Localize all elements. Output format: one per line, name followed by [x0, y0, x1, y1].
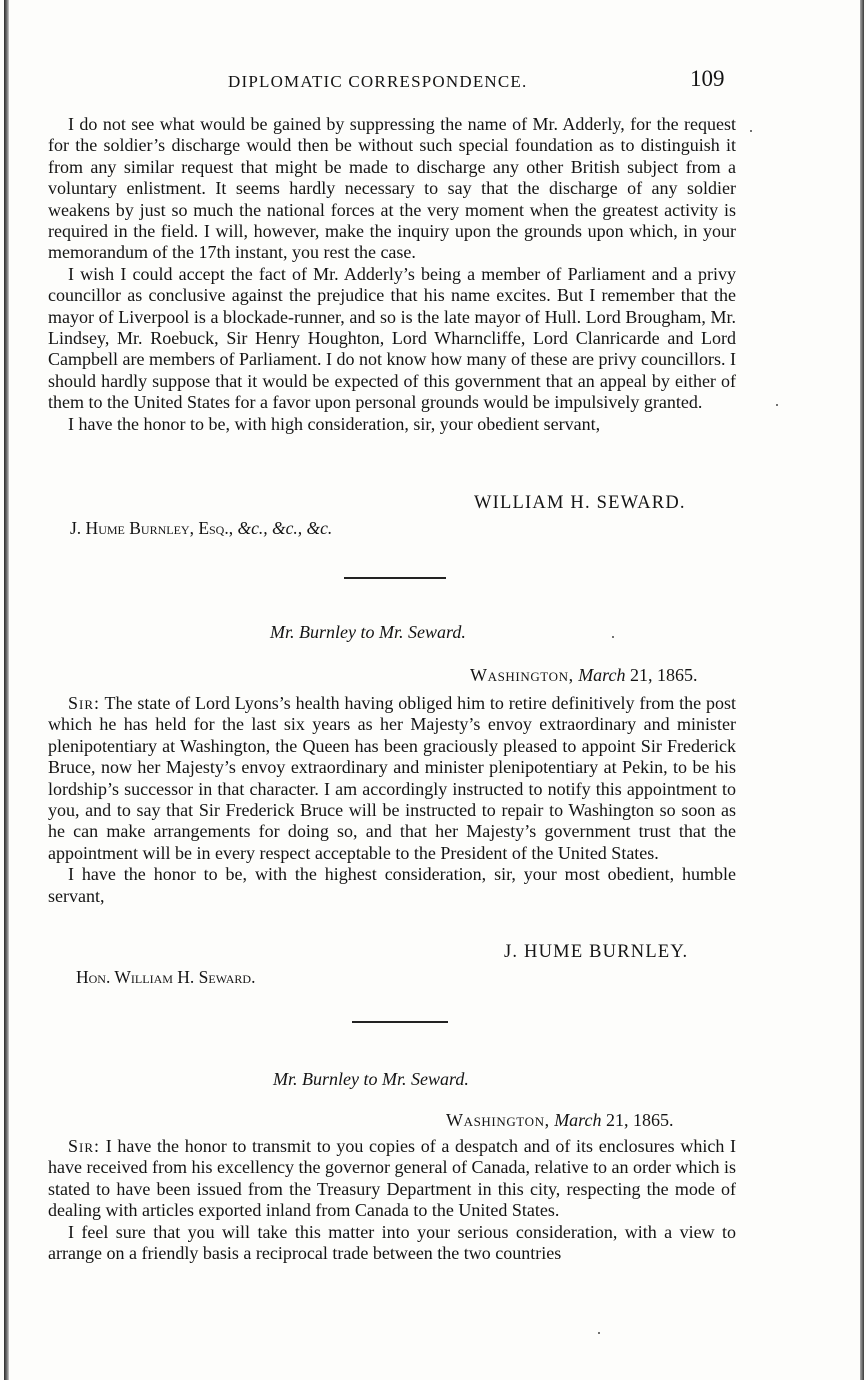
letter-2-dateline: [470, 665, 698, 686]
letter-2-city: Washington,: [470, 665, 574, 685]
letter-1-paragraph-1: I do not see what would be gained by suppressing the name of Mr. Adderly, for the request for the soldier’s discharge would then be without such special foundation as to distinguish it from any similar request that might be made to discharge any other British subject from a voluntary enlistment. It seems hardly necessary to say that the discharge of any soldier weakens by just so much the national forces at the very moment when the greatest activity is required in the field. I will, however, make the inquiry upon the grounds upon which, in your memorandum of the 17th instant, you rest the case.: [48, 114, 736, 263]
letter-2-salutation: Sir:: [68, 693, 101, 713]
letter-1-addressee: [70, 518, 332, 539]
scan-speck: [776, 404, 778, 406]
section-divider-2: [352, 1021, 448, 1023]
letter-2-heading: Mr. Burnley to Mr. Seward.: [270, 622, 466, 642]
section-divider-1: [344, 577, 446, 579]
page-edge-left: [4, 0, 9, 1380]
page-edge-right: [860, 0, 864, 1380]
letter-2-paragraph-2: I have the honor to be, with the highest consideration, sir, your most obedient, humble servant,: [48, 864, 736, 906]
letter-2-signature: J. HUME BURNLEY.: [504, 942, 689, 962]
letter-3-paragraph-2: I feel sure that you will take this matter into your serious consideration, with a view to arrange on a friendly basis a reciprocal trade between the two countries: [48, 1221, 736, 1264]
running-title: DIPLOMATIC CORRESPONDENCE.: [228, 72, 528, 91]
letter-1-paragraph-2: I wish I could accept the fact of Mr. Adderly’s being a member of Parliament and a privy councillor as conclusive against the prejudice that his name excites. But I remember that the mayor of Liverpool is a blockade-runner, and so is the late mayor of Hull. Lord Brougham, Mr. Lindsey, Mr. Roebuck, Sir Henry Houghton, Lord Wharncliffe, Lord Clanricarde and Lord Campbell are members of Parliament. I do not know how many of these are privy councillors. I should hardly suppose that it would be expected of this government that an appeal by either of them to the United States for a favor upon personal grounds would be impulsively granted.: [48, 263, 736, 413]
letter-3-dateline: [446, 1110, 674, 1131]
letter-3-month: March: [554, 1110, 602, 1130]
letter-3-date: 21, 1865.: [606, 1110, 674, 1130]
letter-3-paragraph-1-text: I have the honor to transmit to you copies of a despatch and of its enclosures which I have received from his excellency the governor general of Canada, relative to an order which is stated to have been issued from the Treasury Department in this city, respecting the mode of dealing with articles exported inland from Canada to the United States.: [48, 1136, 737, 1221]
letter-1-body: [48, 114, 736, 435]
running-head: [0, 66, 866, 96]
letter-2-addressee: [76, 967, 255, 988]
letter-1-addressee-name: J. Hume Burnley, Esq.,: [70, 518, 234, 538]
letter-2-paragraph-1: [48, 693, 736, 864]
letter-1-closing: I have the honor to be, with high consideration, sir, your obedient servant,: [68, 413, 601, 434]
letter-2-body: [48, 693, 736, 907]
letter-2-month: March: [578, 665, 626, 685]
letter-3-body: [48, 1136, 736, 1264]
letter-3-salutation: Sir:: [68, 1136, 101, 1156]
letter-2-paragraph-1-text: The state of Lord Lyons’s health having obliged him to retire definitively from the post which he has held for the last six years as her Majesty’s envoy extraordinary and minister plenipotentiary at Washington, the Queen has been graciously pleased to appoint Sir Frederick Bruce, now her Majesty’s envoy extraordinary and minister plenipotentiary at Pekin, to be his lordship’s successor in that character. I am accordingly instructed to notify this appointment to you, and to say that Sir Frederick Bruce will be instructed to repair to Washington so soon as he can make arrangements for doing so, and that her Majesty’s government trust that the appointment will be in every respect acceptable to the President of the United States.: [48, 693, 736, 863]
letter-3-city: Washington,: [446, 1110, 550, 1130]
scan-speck: [598, 1332, 600, 1334]
page-number: 109: [690, 66, 725, 91]
letter-1-signature: WILLIAM H. SEWARD.: [474, 493, 686, 513]
letter-2-date: 21, 1865.: [630, 665, 698, 685]
letter-3-paragraph-1: [48, 1136, 736, 1222]
scan-speck: [612, 636, 614, 638]
letter-3-heading: Mr. Burnley to Mr. Seward.: [273, 1069, 469, 1089]
letter-1-addressee-etc: &c., &c., &c.: [237, 518, 333, 538]
scan-speck: [750, 130, 752, 132]
letter-2-addressee-name: Hon. William H. Seward.: [76, 967, 256, 987]
